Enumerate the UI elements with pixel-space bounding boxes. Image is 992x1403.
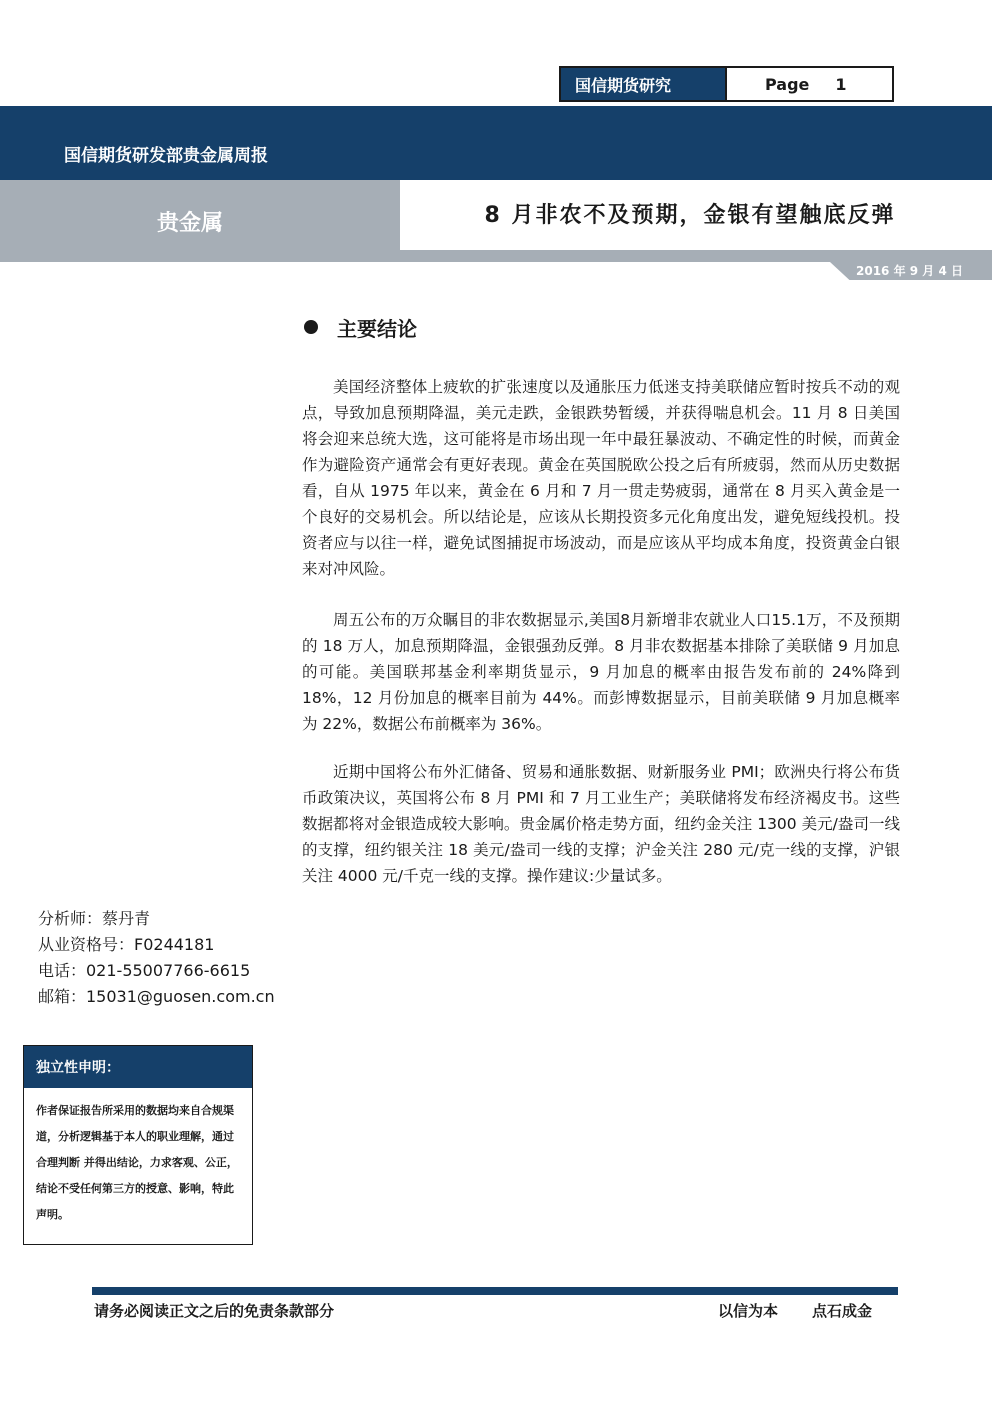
org-name: 国信期货研究 [561, 68, 727, 100]
independence-statement [23, 1045, 253, 1245]
page-title: 8 月非农不及预期，金银有望触底反弹 [484, 203, 896, 228]
footer-divider [92, 1287, 898, 1295]
statement-title: 独立性申明： [24, 1046, 252, 1088]
section-heading: 主要结论 [337, 317, 417, 341]
analyst-email: 邮箱：15031@guosen.com.cn [38, 987, 275, 1006]
analyst-phone: 电话：021-55007766-6615 [38, 961, 251, 980]
statement-text: 作者保证报告所采用的数据均来自合规渠道，分析逻辑基于本人的职业理解，通过合理判断 并得出结论，力求客观、公正，结论不受任何第三方的授意、影响，特此声明。 [36, 1104, 238, 1221]
bullet-icon [304, 320, 318, 334]
paragraph-2: 周五公布的万众瞩目的非农数据显示,美国8月新增非农就业人口15.1万，不及预期的 18 万人，加息预期降温，金银强劲反弹。8 月非农数据基本排除了美联储 9 月加息的可能。美国联邦基金利率期货显示，9 月加息的概率由报告发布前的 24%降到 18%，12 月份加息的概率目前为 44%。而彭博数据显示，目前美联储 9 月加息概率为 22%，数据公布前概率为 36%。 [302, 611, 900, 733]
slogan-2: 点石成金 [812, 1302, 873, 1320]
report-date: 2016 年 9 月 4 日 [856, 264, 963, 278]
page-label: Page [765, 74, 810, 94]
category-label: 贵金属 [0, 180, 400, 262]
slogan-1: 以信为本 [718, 1302, 779, 1320]
page-indicator [727, 68, 892, 100]
paragraph-3: 近期中国将公布外汇储备、贸易和通胀数据、财新服务业 PMI；欧洲央行将公布货币政策决议，英国将公布 8 月 PMI 和 7 月工业生产；美联储将发布经济褐皮书。这些数据都将对金银造成较大影响。贵金属价格走势方面，纽约金关注 1300 美元/盎司一线的支撑，纽约银关注 18 美元/盎司一线的支撑；沪金关注 280 元/克一线的支撑，沪银关注 4000 元/千克一线的支撑。操作建议:少量试多。 [302, 763, 900, 885]
report-name: 国信期货研发部贵金属周报 [64, 146, 268, 166]
analyst-license: 从业资格号：F0244181 [38, 935, 215, 954]
page-number: 1 [835, 74, 847, 94]
footer-slogan [718, 1300, 872, 1321]
analyst-info [38, 906, 275, 1010]
analyst-name: 分析师：蔡丹青 [38, 909, 151, 928]
footer-notice: 请务必阅读正文之后的免责条款部分 [94, 1302, 335, 1320]
brand-tag [559, 66, 894, 102]
date-bar [0, 250, 992, 262]
report-band [0, 106, 992, 180]
paragraph-1: 美国经济整体上疲软的扩张速度以及通胀压力低迷支持美联储应暂时按兵不动的观点，导致加息预期降温，美元走跌，金银跌势暂缓，并获得喘息机会。11 月 8 日美国将会迎来总统大选，这可能将是市场出现一年中最狂暴波动、不确定性的时候，而黄金作为避险资产通常会有更好表现。黄金在英国脱欧公投之后有所疲弱，然而从历史数据看，自从 1975 年以来，黄金在 6 月和 7 月一贯走势疲弱，通常在 8 月买入黄金是一个良好的交易机会。所以结论是，应该从长期投资多元化角度出发，避免短线投机。投资者应与以往一样，避免试图捕捉市场波动，而是应该从平均成本角度，投资黄金白银来对冲风险。 [302, 378, 900, 578]
